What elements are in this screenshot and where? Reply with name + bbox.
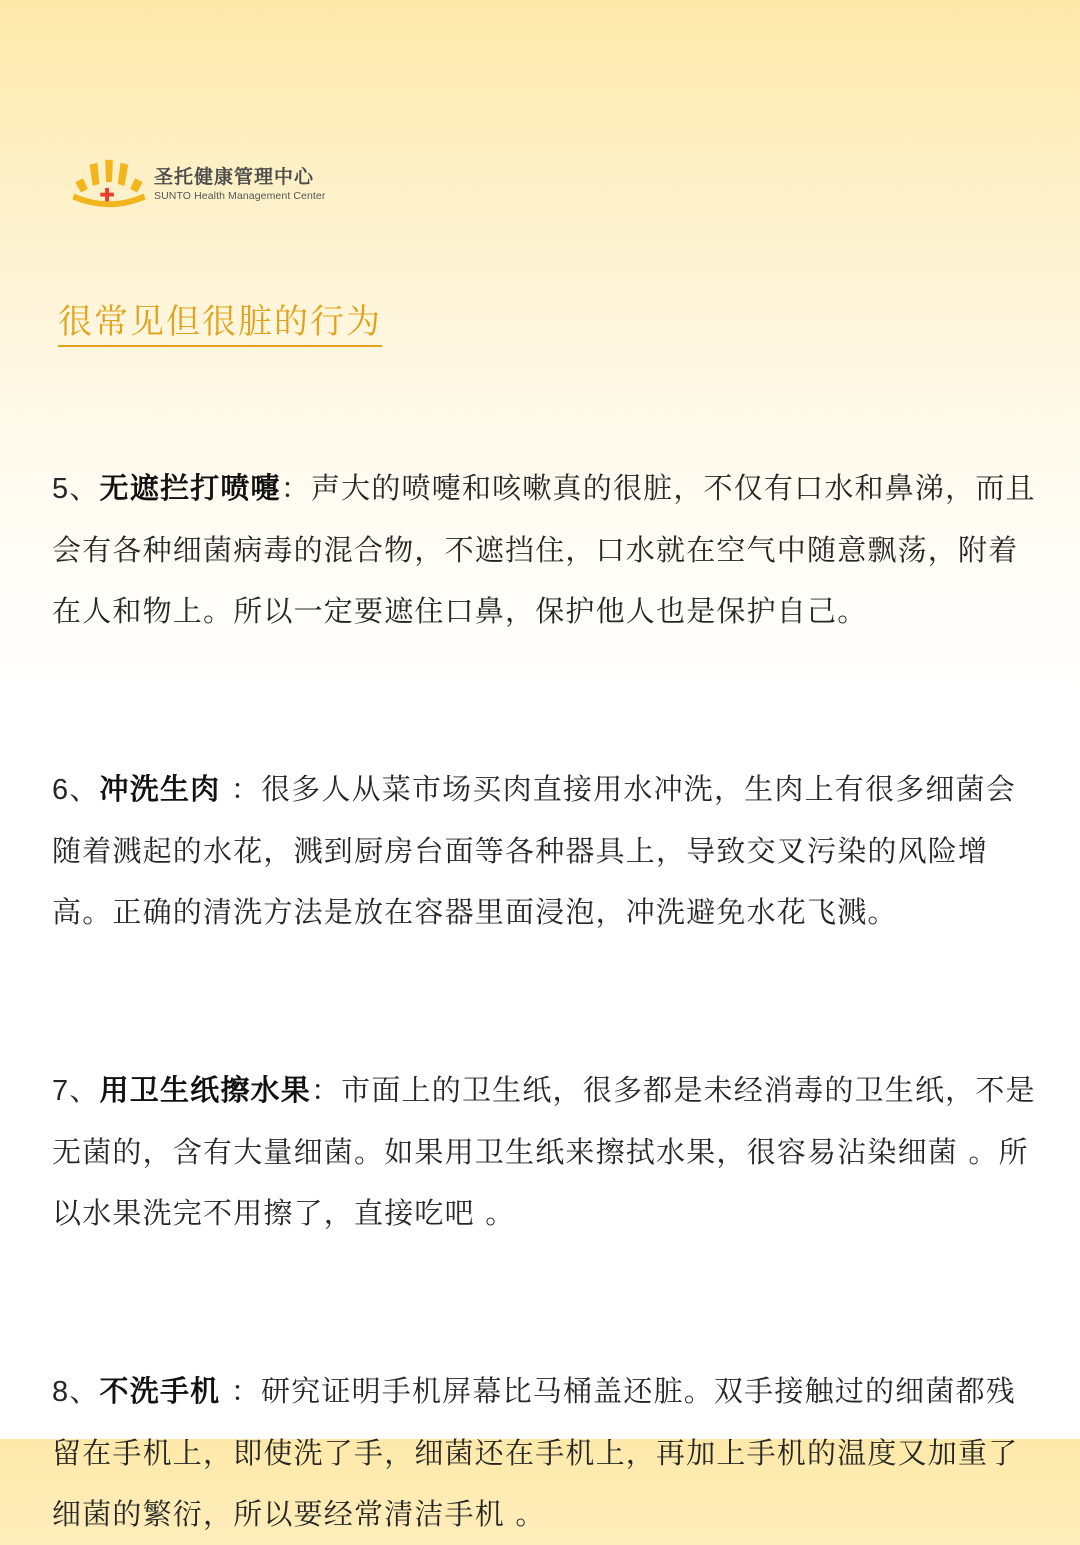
sunto-logo-icon (70, 157, 148, 211)
behavior-list (52, 458, 1037, 1545)
item-separator: 、 (69, 772, 100, 806)
item-separator: 、 (69, 1073, 100, 1107)
brand-name-en: SUNTO Health Management Center (154, 190, 326, 202)
item-colon: ： (310, 1073, 342, 1107)
brand-logo (70, 156, 325, 212)
item-body: 很多人从菜市场买肉直接用水冲洗，生肉上有很多细菌会随着溅起的水花，溅到厨房台面等各种器具上，导致交叉污染的风险增高。正确的清洗方法是放在容器里面浸泡，冲洗避免水花飞溅。 (52, 772, 1016, 929)
item-body: 市面上的卫生纸，很多都是未经消毒的卫生纸，不是无菌的，含有大量细菌。如果用卫生纸来擦拭水果，很容易沾染细菌 。所以水果洗完不用擦了，直接吃吧 。 (52, 1073, 1036, 1230)
item-heading: 用卫生纸擦水果 (99, 1073, 311, 1107)
item-colon: ： (280, 471, 311, 505)
behavior-item-5 (52, 458, 1037, 642)
item-separator: 、 (69, 1374, 100, 1408)
item-separator: 、 (69, 471, 100, 505)
item-number: 8 (52, 1376, 70, 1408)
item-colon: ： (220, 1374, 261, 1408)
item-heading: 无遮拦打喷嚏 (99, 471, 281, 505)
item-colon: ： (220, 772, 261, 806)
item-heading: 不洗手机 (99, 1374, 221, 1408)
red-cross-icon (100, 188, 114, 202)
brand-name-cn: 圣托健康管理中心 (154, 166, 315, 188)
item-heading: 冲洗生肉 (99, 772, 221, 806)
item-body: 研究证明手机屏幕比马桶盖还脏。双手接触过的细菌都残留在手机上，即使洗了手，细菌还在手机上，再加上手机的温度又加重了细菌的繁衍，所以要经常清洁手机 。 (52, 1374, 1019, 1531)
behavior-item-8 (52, 1361, 1037, 1545)
item-number: 6 (52, 774, 70, 806)
page-title: 很常见但很脏的行为 (58, 300, 382, 347)
behavior-item-6 (52, 759, 1037, 943)
item-body: 声大的喷嚏和咳嗽真的很脏，不仅有口水和鼻涕，而且会有各种细菌病毒的混合物，不遮挡住，口水就在空气中随意飘荡，附着在人和物上。所以一定要遮住口鼻，保护他人也是保护自己。 (52, 471, 1036, 628)
behavior-item-7 (52, 1060, 1037, 1244)
item-number: 5 (52, 473, 70, 505)
brand-text (154, 165, 325, 203)
item-number: 7 (52, 1075, 70, 1107)
